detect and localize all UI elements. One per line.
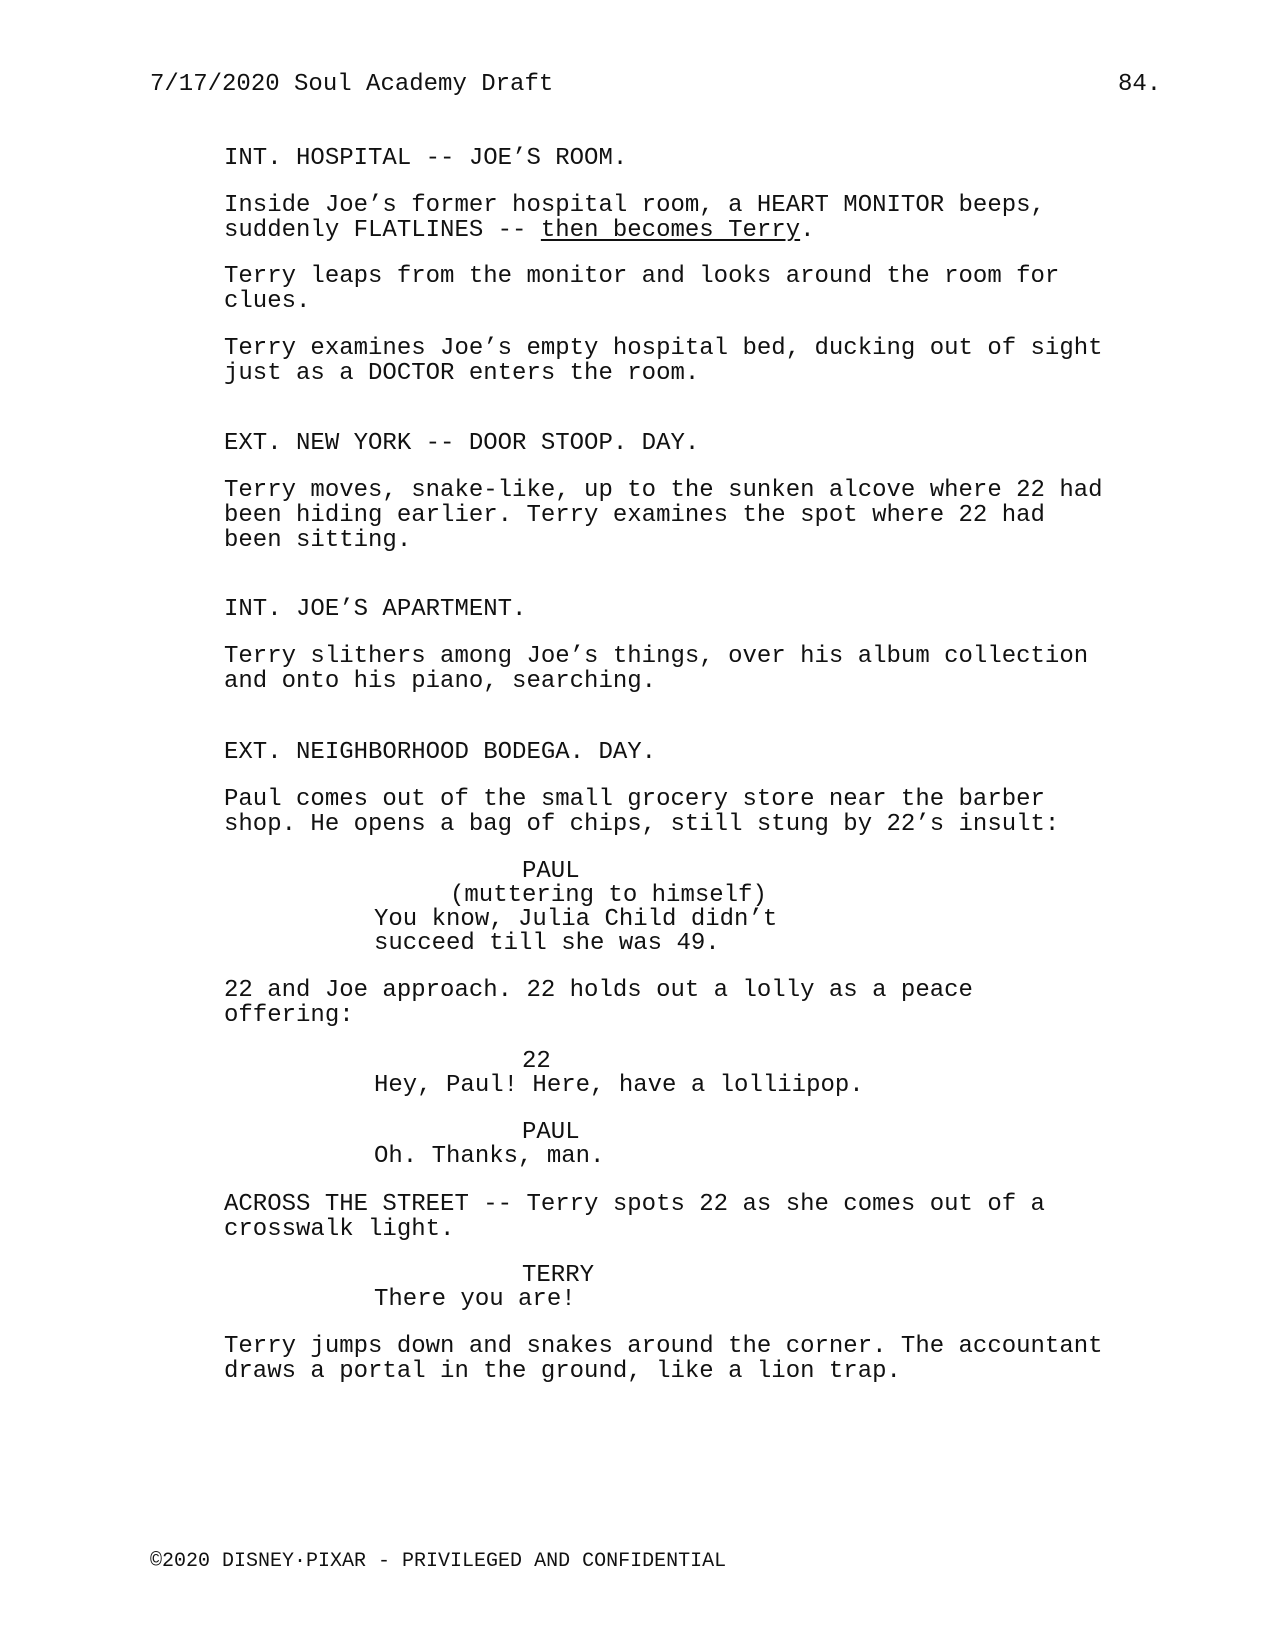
- confidentiality-footer: ©2020 DISNEY·PIXAR - PRIVILEGED AND CONFIDENTIAL: [150, 1550, 727, 1573]
- action-line: Terry leaps from the monitor and looks around the room for: [224, 263, 1060, 290]
- action-paragraph: [224, 787, 1144, 837]
- dialogue-line: Oh. Thanks, man.: [374, 1143, 605, 1170]
- action-paragraph: [224, 1192, 1144, 1242]
- action-paragraph: [224, 1334, 1144, 1384]
- underlined-text: then becomes Terry: [540, 217, 801, 244]
- action-line: just as a DOCTOR enters the room.: [224, 360, 700, 387]
- action-text: suddenly FLATLINES --: [224, 217, 541, 244]
- character-name: TERRY: [522, 1262, 595, 1289]
- action-line: draws a portal in the ground, like a lion trap.: [224, 1358, 901, 1385]
- dialogue-line: succeed till she was 49.: [374, 930, 720, 957]
- action-line: been hiding earlier. Terry examines the spot where 22 had: [224, 502, 1045, 529]
- action-paragraph: [224, 644, 1144, 694]
- scene-heading: EXT. NEW YORK -- DOOR STOOP. DAY.: [224, 430, 700, 457]
- character-name: PAUL: [522, 858, 580, 885]
- action-line: offering:: [224, 1002, 354, 1029]
- action-line: Terry jumps down and snakes around the corner. The accountant: [224, 1333, 1103, 1360]
- action-line: clues.: [224, 288, 311, 315]
- action-line: been sitting.: [224, 527, 412, 554]
- character-name: PAUL: [522, 1119, 580, 1146]
- action-line: 22 and Joe approach. 22 holds out a lolly as a peace: [224, 977, 973, 1004]
- action-line: [224, 218, 1144, 243]
- action-line: ACROSS THE STREET -- Terry spots 22 as she comes out of a: [224, 1191, 1045, 1218]
- parenthetical: (muttering to himself): [450, 882, 767, 909]
- draft-header: 7/17/2020 Soul Academy Draft: [150, 71, 554, 98]
- action-paragraph: [224, 336, 1144, 386]
- action-line: Inside Joe’s former hospital room, a HEART MONITOR beeps,: [224, 192, 1045, 219]
- action-line: Terry slithers among Joe’s things, over his album collection: [224, 643, 1089, 670]
- action-paragraph: [224, 264, 1144, 314]
- dialogue-line: You know, Julia Child didn’t: [374, 906, 778, 933]
- page-number: 84.: [1118, 71, 1162, 98]
- action-line: Paul comes out of the small grocery store near the barber: [224, 786, 1045, 813]
- action-line: and onto his piano, searching.: [224, 668, 657, 695]
- action-paragraph: [224, 978, 1144, 1028]
- scene-heading: INT. HOSPITAL -- JOE’S ROOM.: [224, 145, 628, 172]
- action-text: .: [800, 217, 815, 244]
- character-name: 22: [522, 1048, 551, 1075]
- dialogue-line: Hey, Paul! Here, have a lolliipop.: [374, 1072, 864, 1099]
- scene-heading: EXT. NEIGHBORHOOD BODEGA. DAY.: [224, 739, 657, 766]
- action-line: crosswalk light.: [224, 1216, 455, 1243]
- action-paragraph: [224, 478, 1144, 553]
- action-line: Terry moves, snake-like, up to the sunken alcove where 22 had: [224, 477, 1103, 504]
- action-line: shop. He opens a bag of chips, still stung by 22’s insult:: [224, 811, 1060, 838]
- scene-heading: INT. JOE’S APARTMENT.: [224, 596, 527, 623]
- action-line: Terry examines Joe’s empty hospital bed, ducking out of sight: [224, 335, 1103, 362]
- dialogue-line: There you are!: [374, 1286, 576, 1313]
- action-paragraph: [224, 193, 1144, 243]
